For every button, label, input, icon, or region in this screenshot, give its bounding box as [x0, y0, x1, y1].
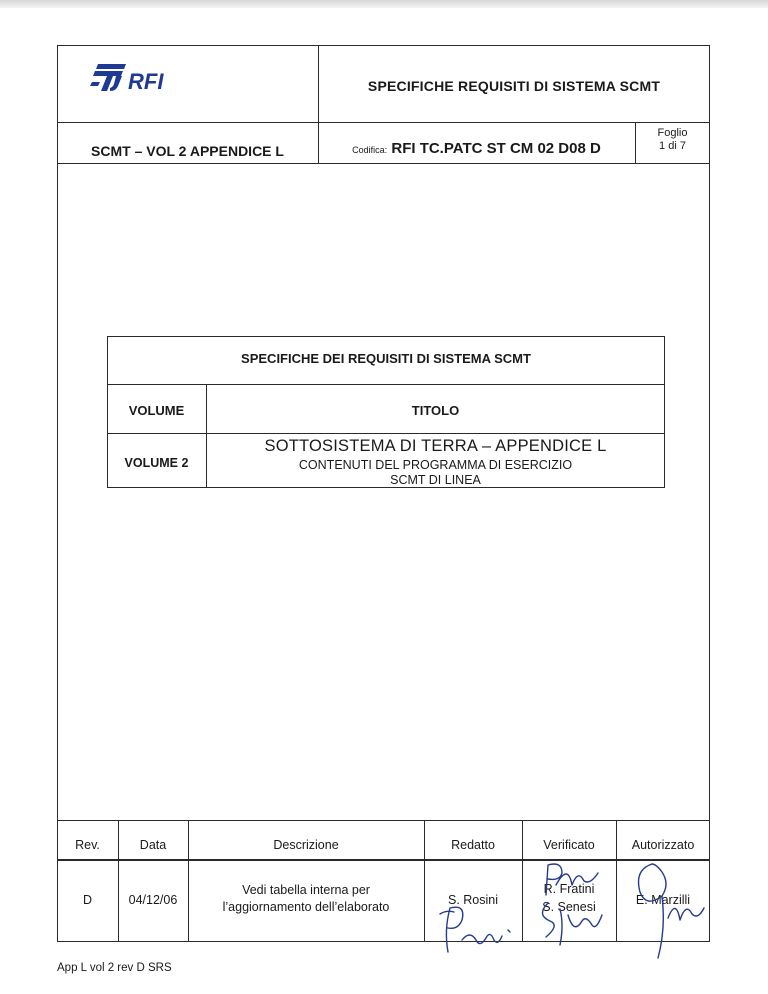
column-header-volume: VOLUME [128, 403, 185, 418]
summary-divider-1 [107, 384, 665, 385]
titolo-line-1: SOTTOSISTEMA DI TERRA – APPENDICE L [264, 437, 607, 455]
signature-marzilli [632, 858, 708, 962]
revision-top-border [57, 820, 710, 821]
row-descrizione-line-1: Vedi tabella interna per [242, 883, 370, 897]
summary-divider-2 [107, 433, 665, 434]
volume-appendix-label: SCMT – VOL 2 APPENDICE L [91, 143, 284, 159]
rfi-logo [88, 58, 178, 94]
row-data: 04/12/06 [128, 893, 178, 907]
codifica-value: RFI TC.PATC ST CM 02 D08 D [391, 140, 601, 157]
header-rev: Rev. [75, 838, 100, 852]
row-descrizione-line-2: l’aggiornamento dell’elaborato [222, 900, 390, 914]
header-verificato: Verificato [543, 838, 595, 852]
revision-header-divider [57, 860, 710, 861]
codifica-prefix: Codifica: [352, 145, 388, 155]
document-title: SPECIFICHE REQUISITI DI SISTEMA SCMT [367, 78, 661, 94]
scan-top-edge [0, 0, 768, 8]
summary-table-title: SPECIFICHE DEI REQUISITI DI SISTEMA SCMT [241, 351, 531, 366]
volume-value: VOLUME 2 [124, 456, 189, 470]
signature-rosini [436, 900, 526, 960]
logo-text: RFI [128, 69, 164, 94]
row-autorizzato: E. Marzilli [635, 893, 691, 907]
header-divider [57, 122, 710, 123]
row-verificato-2: S. Senesi [542, 900, 596, 914]
foglio-value: 1 di 7 [659, 140, 686, 152]
row-rev: D [82, 893, 93, 907]
header-autorizzato: Autorizzato [631, 838, 695, 852]
footer-text: App L vol 2 rev D SRS [57, 962, 172, 974]
header-data: Data [139, 838, 167, 852]
row-verificato-1: R. Fratini [543, 882, 595, 896]
foglio [635, 127, 710, 153]
revision-bottom-border [57, 941, 710, 942]
row-redatto: S. Rosini [447, 893, 499, 907]
header-descrizione: Descrizione [273, 838, 339, 852]
titolo-line-2: CONTENUTI DEL PROGRAMMA DI ESERCIZIO [298, 458, 573, 472]
foglio-label: Foglio [657, 127, 688, 139]
codifica [318, 140, 635, 157]
subheader-divider [57, 163, 710, 164]
header-redatto: Redatto [451, 838, 495, 852]
column-header-titolo: TITOLO [411, 403, 460, 418]
titolo-line-3: SCMT DI LINEA [390, 473, 481, 487]
signature-senesi [530, 895, 610, 955]
